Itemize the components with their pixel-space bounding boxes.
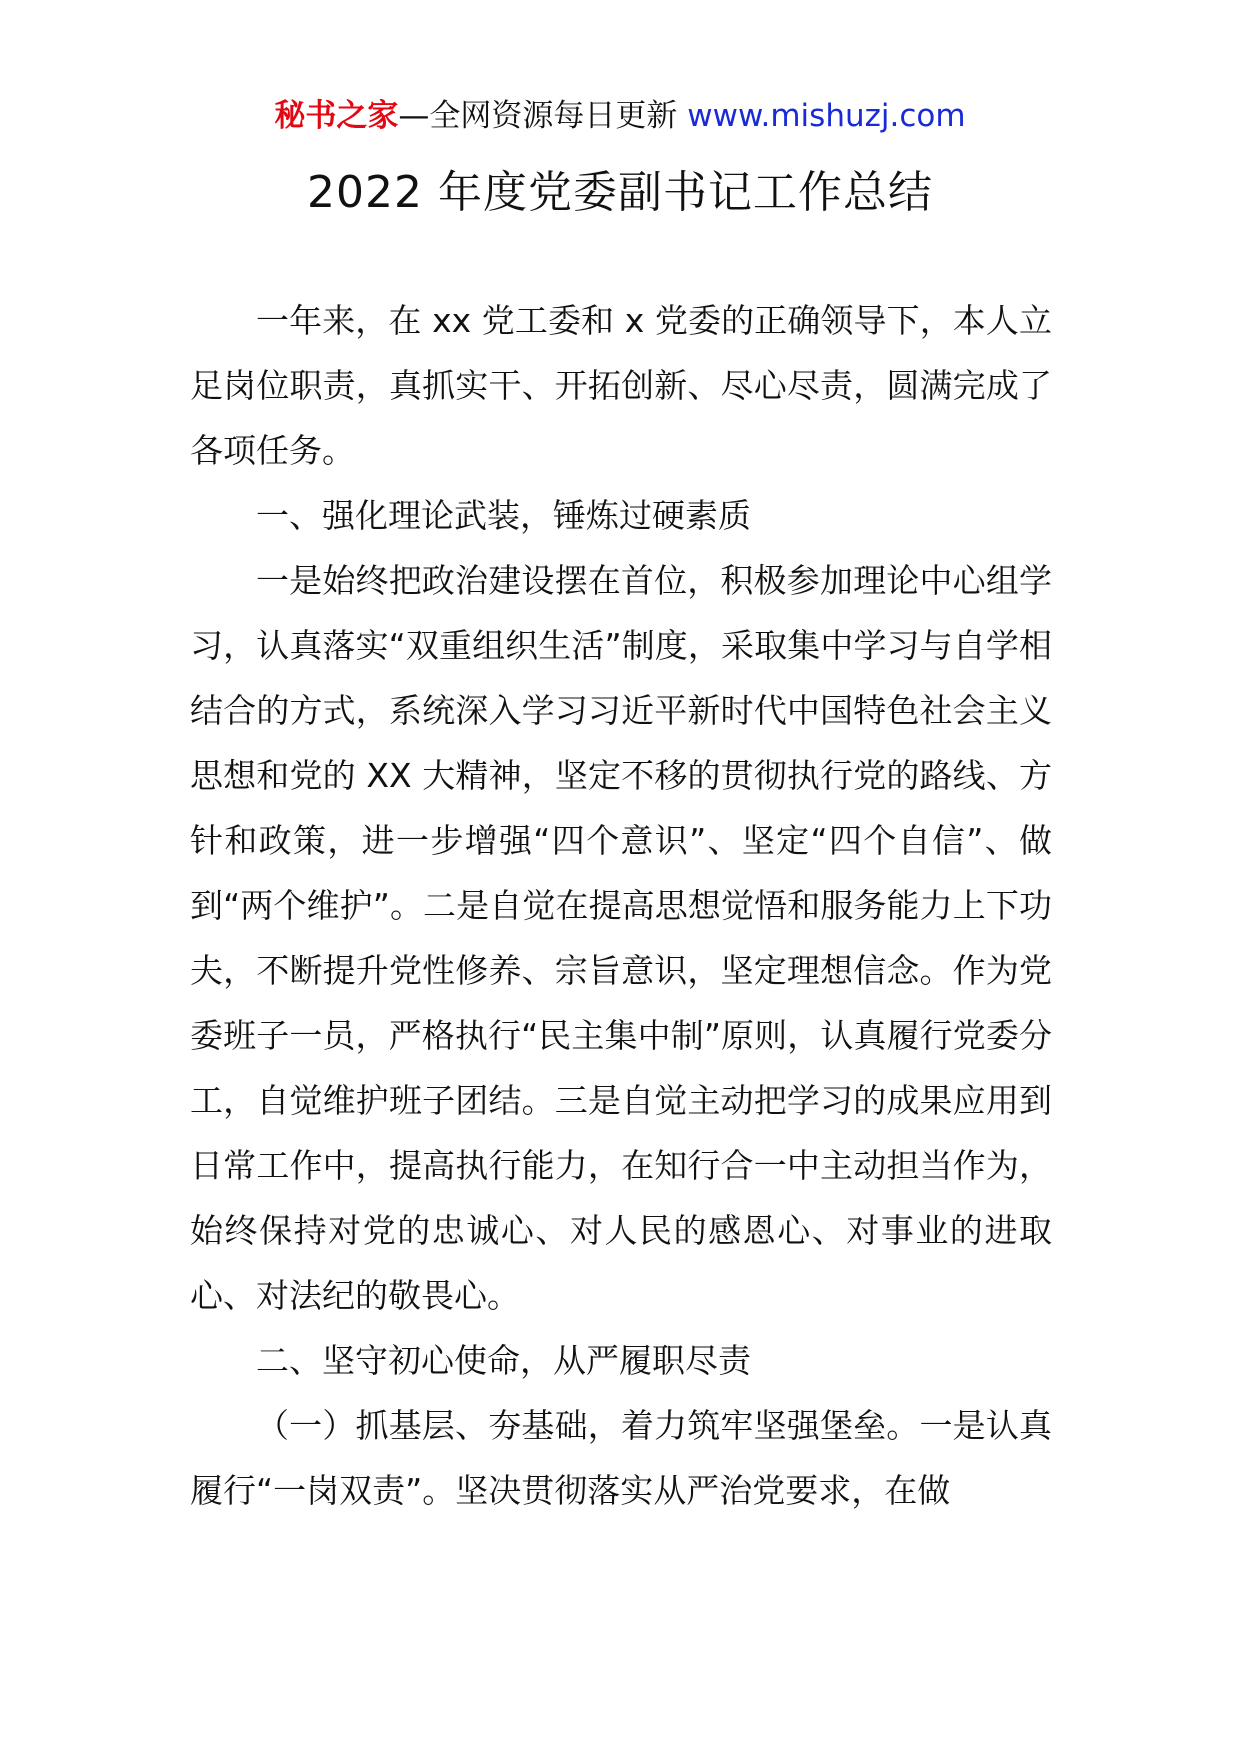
site-header [0,96,1240,136]
site-tagline: —全网资源每日更新 [398,98,678,134]
brand-name: 秘书之家 [274,98,399,134]
section-1-paragraph: 一是始终把政治建设摆在首位，积极参加理论中心组学习，认真落实“双重组织生活”制度，采取集中学习与自学相结合的方式，系统深入学习习近平新时代中国特色社会主义思想和党的 XX 大精神，坚定不移的贯彻执行党的路线、方针和政策，进一步增强“四个意识”、坚定“四个自信”、做到“两个维护”。二是自觉在提高思想觉悟和服务能力上下功夫，不断提升党性修养、宗旨意识，坚定理想信念。作为党委班子一员，严格执行“民主集中制”原则，认真履行党委分工，自觉维护班子团结。三是自觉主动把学习的成果应用到日常工作中，提高执行能力，在知行合一中主动担当作为，始终保持对党的忠诚心、对人民的感恩心、对事业的进取心、对法纪的敬畏心。 [190,561,1052,1315]
document-body [190,288,1052,1523]
site-url[interactable]: www.mishuzj.com [687,98,966,134]
section-heading-2: 二、坚守初心使命，从严履职尽责 [256,1341,751,1380]
intro-paragraph: 一年来，在 xx 党工委和 x 党委的正确领导下，本人立足岗位职责，真抓实干、开拓创新、尽心尽责，圆满完成了各项任务。 [190,301,1052,470]
section-heading-1: 一、强化理论武装，锤炼过硬素质 [256,496,751,535]
document-title: 2022 年度党委副书记工作总结 [307,167,933,218]
section-2-paragraph: （一）抓基层、夯基础，着力筑牢坚强堡垒。一是认真履行“一岗双责”。坚决贯彻落实从严治党要求，在做 [190,1406,1052,1510]
